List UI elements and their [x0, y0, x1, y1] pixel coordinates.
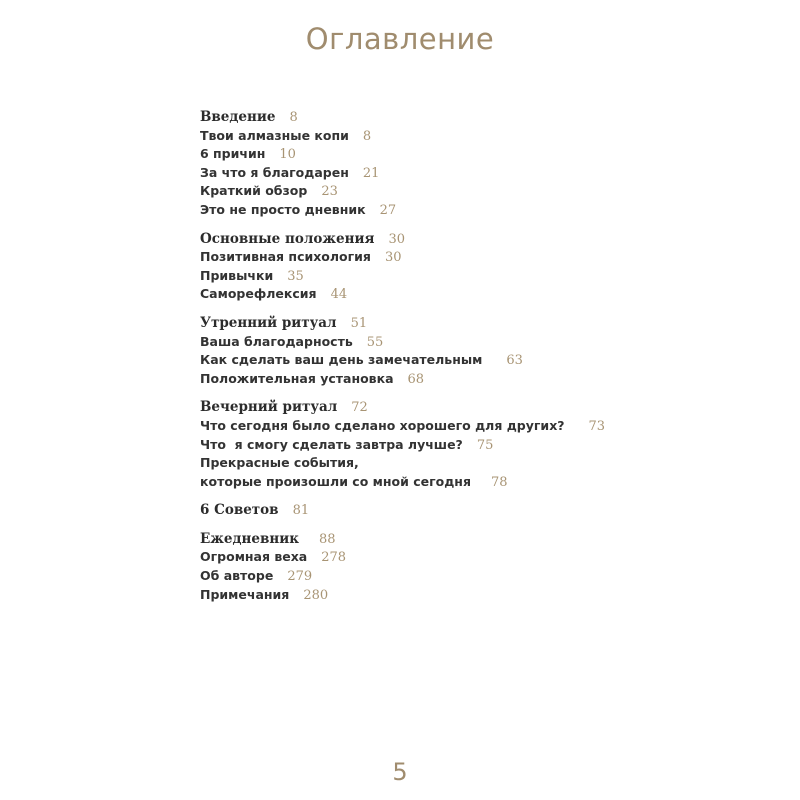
toc-section-basics [200, 230, 605, 304]
toc-entry[interactable] [200, 548, 605, 567]
entry-label: Примечания [200, 586, 290, 602]
page-ref: 51 [350, 315, 368, 331]
entry-label: Что сегодня было сделано хорошего для других? [200, 417, 565, 433]
page-ref: 8 [289, 110, 298, 125]
heading-label: Ежедневник [200, 530, 300, 547]
heading-label: 6 Советов [200, 502, 279, 519]
toc-entry[interactable] [200, 454, 605, 473]
toc-heading[interactable] [200, 398, 605, 417]
entry-label: Как сделать ваш день замечательным [200, 352, 483, 368]
entry-label: Положительная установка [200, 370, 394, 386]
toc-entry[interactable] [200, 333, 605, 352]
entry-label: Огромная веха [200, 549, 308, 565]
entry-label: Привычки [200, 267, 274, 283]
toc-entry[interactable] [200, 567, 605, 586]
toc-entry[interactable] [200, 285, 605, 304]
page-ref: 78 [490, 474, 508, 490]
toc-section-planner [200, 530, 605, 604]
page-ref: 21 [362, 165, 380, 181]
entry-label: Ваша благодарность [200, 333, 353, 349]
toc-heading[interactable] [200, 501, 605, 520]
toc-entry[interactable] [200, 127, 605, 146]
toc-heading[interactable] [200, 314, 605, 333]
entry-label: Саморефлексия [200, 286, 317, 302]
page-ref: 73 [588, 418, 606, 434]
page-ref: 81 [292, 503, 310, 519]
toc-section-morning-ritual [200, 314, 605, 388]
toc-entry[interactable] [200, 473, 605, 492]
toc-section-introduction [200, 108, 605, 220]
entry-label: которые произошли со мной сегодня [200, 473, 471, 489]
page-title: Оглавление [305, 22, 495, 56]
heading-label: Вечерний ритуал [200, 399, 338, 416]
heading-label: Введение [200, 109, 276, 125]
entry-label: Твои алмазные копи [200, 127, 349, 143]
toc-entry[interactable] [200, 267, 605, 286]
page-ref: 55 [366, 334, 384, 350]
toc-entry[interactable] [200, 182, 605, 201]
page-ref: 88 [319, 531, 336, 547]
page-ref: 279 [287, 569, 313, 585]
toc-entry[interactable] [200, 201, 605, 220]
heading-label: Утренний ритуал [200, 314, 337, 331]
page-ref: 72 [351, 400, 368, 416]
toc-section-evening-ritual [200, 398, 605, 491]
entry-label: Позитивная психология [200, 249, 371, 265]
toc-entry[interactable] [200, 370, 605, 389]
table-of-contents [200, 108, 605, 614]
entry-label: Что я смогу сделать завтра лучше? [200, 436, 463, 452]
toc-entry[interactable] [200, 417, 605, 436]
toc-heading[interactable] [200, 230, 605, 249]
page-ref: 30 [388, 231, 405, 247]
page-ref: 8 [362, 128, 372, 144]
page-number: 5 [392, 758, 408, 786]
toc-entry[interactable] [200, 586, 605, 605]
page-ref: 23 [321, 184, 338, 200]
page-ref: 10 [279, 147, 296, 163]
page-ref: 278 [321, 550, 347, 566]
entry-label: За что я благодарен [200, 164, 349, 180]
page-ref: 27 [379, 202, 397, 218]
page-ref: 280 [303, 587, 329, 603]
page-ref: 44 [330, 287, 348, 303]
toc-entry[interactable] [200, 164, 605, 183]
heading-label: Основные положения [200, 230, 375, 247]
toc-heading[interactable] [200, 530, 605, 549]
toc-entry[interactable] [200, 436, 605, 455]
toc-section-tips [200, 501, 605, 520]
toc-entry[interactable] [200, 145, 605, 164]
entry-label: Краткий обзор [200, 183, 308, 199]
entry-label: Об авторе [200, 568, 274, 584]
page-ref: 75 [476, 437, 494, 453]
entry-label: 6 причин [200, 146, 266, 162]
toc-heading[interactable] [200, 108, 605, 127]
page-ref: 63 [506, 353, 523, 369]
entry-label: Прекрасные события, [200, 455, 359, 471]
page-ref: 35 [287, 268, 304, 284]
page-ref: 68 [407, 371, 425, 387]
toc-entry[interactable] [200, 248, 605, 267]
page-ref: 30 [384, 250, 402, 266]
toc-entry[interactable] [200, 351, 605, 370]
entry-label: Это не просто дневник [200, 201, 366, 217]
